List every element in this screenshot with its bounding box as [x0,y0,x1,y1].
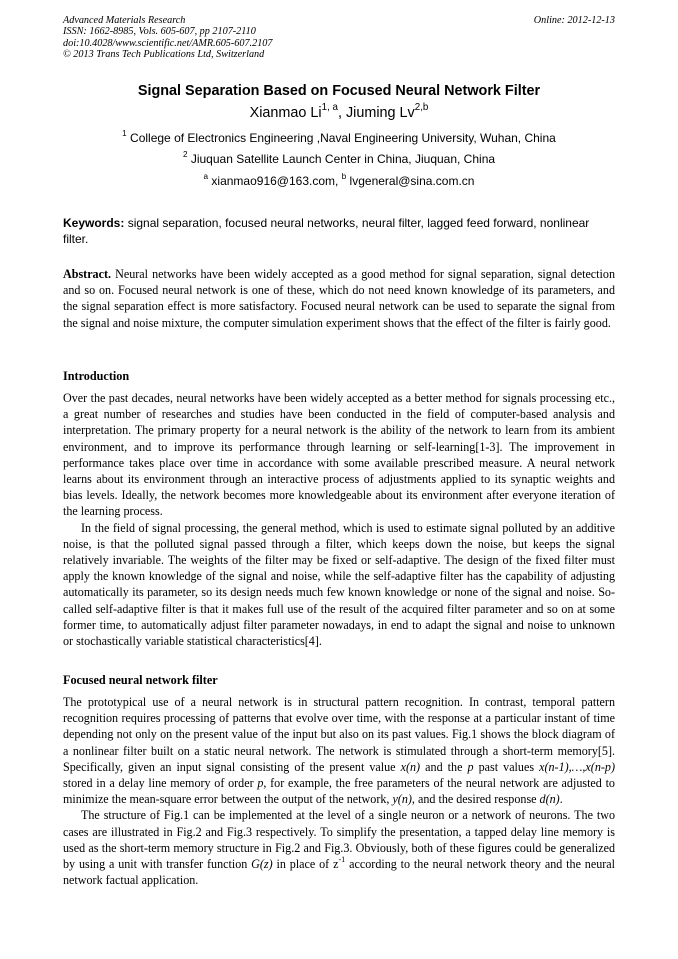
math-var: y(n) [392,792,412,807]
text-run: and the [420,759,468,774]
abstract [63,266,615,331]
email-address: lvgeneral@sina.com.cn [346,174,475,188]
keywords-label: Keywords: [63,216,125,230]
paper-title: Signal Separation Based on Focused Neural Network Filter [137,83,541,99]
text-run: The structure of Fig.1 can be implemented at the level of a single neuron or a network of neurons. The two cases are illustrated in Fig.2 and Fig.3 respectively. To simplify the presentation, a tapped delay line memory is used as the short-term memory structure in Fig.2 and Fig.3. Obviously, both of these figures could be generalized by using a unit with transfer function [63,808,615,872]
text-run: , for example, the free parameters of the neural network are adjusted to minimize the mean-square error between the output of the network, [63,776,615,807]
text-run: past values [473,759,540,774]
author-name: Jiuming Lv [345,105,415,121]
author-name: Xianmao Li [249,105,322,121]
text-run: The prototypical use of a neural network is in structural pattern recognition. In contrast, temporal pattern recognition requires processing of patterns that evolve over time, with the response at a particular instant of time depending not only on the present value of the input but also on its past values. Fig.1 shows the block diagram of a nonlinear filter built on a static neural network. The network is stimulated through a short-term memory[5]. Specifically, given an input signal consisting of the present value [63,695,615,774]
text-run: according to the neural network theory and the neural network factual application. [63,857,616,888]
affiliation-1 [40,128,638,145]
introduction-body [63,390,615,649]
affiliation-mark: 2 [182,149,188,159]
journal-issn: ISSN: 1662-8985, Vols. 605-607, pp 2107-2110 [63,26,256,38]
affiliation-2 [40,149,638,166]
text-run: in place of z [272,857,339,872]
paragraph [63,807,615,888]
math-var: x(n) [400,759,421,774]
abstract-label: Abstract. [63,267,112,281]
affiliation-mark: 1 [122,128,127,138]
online-date: Online: 2012-12-13 [533,15,615,26]
keywords [63,216,615,247]
paragraph: Over the past decades, neural networks have been widely accepted as a better method for signals processing etc., a great number of researches and studies have been conducted in the field of computer-based analysis and interpretation. The primary property for a neural network is the ability of the network to learn from its ambient environment, and to improve its performance through learning or self-learning[1-3]. The improvement in performance takes place over time in accordance with some available prescribed measure. A neural network learns about its environment through an interactive process of adjustments applied to its synaptic weights and bias levels. Ideally, the network becomes more knowledgeable about its environment after everyone iteration of the learning process. [63,391,615,519]
paragraph [63,694,615,807]
journal-header [63,15,615,61]
author-separator: , [337,105,346,121]
author-line [40,101,638,121]
email-mark: b [341,171,347,181]
journal-doi: doi:10.4028/www.scientific.net/AMR.605-607.2107 [63,37,273,49]
section-heading-introduction: Introduction [63,369,130,383]
math-var: G(z) [251,857,273,872]
email-line [40,171,638,188]
email-mark: a [203,171,209,181]
keywords-text: signal separation, focused neural networks, neural filter, lagged feed forward, nonlinear filter. [63,216,590,246]
affiliation-text: Jiuquan Satellite Launch Center in China, Jiuquan, China [187,152,496,166]
focused-filter-body [63,694,615,888]
math-var: x(n-1),…,x(n-p) [539,759,615,774]
text-run: stored in a delay line memory of order [63,776,258,791]
text-run: . [559,792,563,807]
email-address: xianmao916@163.com, [208,174,342,188]
superscript: -1 [338,854,346,864]
author-affiliation-mark: 2,b [414,101,429,113]
math-var: p [467,759,474,774]
section-heading-focused-filter: Focused neural network filter [63,673,218,687]
affiliation-text: College of Electronics Engineering ,Naval Engineering University, Wuhan, China [126,131,556,145]
journal-copyright: © 2013 Trans Tech Publications Ltd, Switzerland [63,49,265,61]
text-run: , and the desired response [411,792,540,807]
math-var: p [257,776,264,791]
journal-name: Advanced Materials Research [63,15,186,26]
author-affiliation-mark: 1, a [321,101,338,113]
paragraph: In the field of signal processing, the general method, which is used to estimate signal polluted by an additive noise, is that the polluted signal passed through a filter, which keeps down the noise, but keeps the signal relatively invariable. The weights of the filter may be fixed or self-adaptive. The design of the fixed filter must apply the known knowledge of the signal and noise, while the self-adaptive filter has the capability of adjusting automatically its parameter, so its design needs much few known knowledge or none of the signal and noise. So-called self-adaptive filter is that it makes full use of the result of the acquired filter parameter and so on at some former time, to automatically adjust filter parameter nowadays, in end to adapt the signal and noise to unknown or stochastically variable statistical characteristics[4]. [63,520,615,649]
math-var: d(n) [539,792,560,807]
abstract-text: Neural networks have been widely accepted as a good method for signal separation, signal detection and so on. Focused neural network is one of these, which do not need known knowledge of its parameters, and the signal separation effect is more satisfactory. Focused neural network can be used to separate the signal from the signal and noise mixture, the computer simulation experiment shows that the effect of the filter is fairly good. [63,267,615,330]
